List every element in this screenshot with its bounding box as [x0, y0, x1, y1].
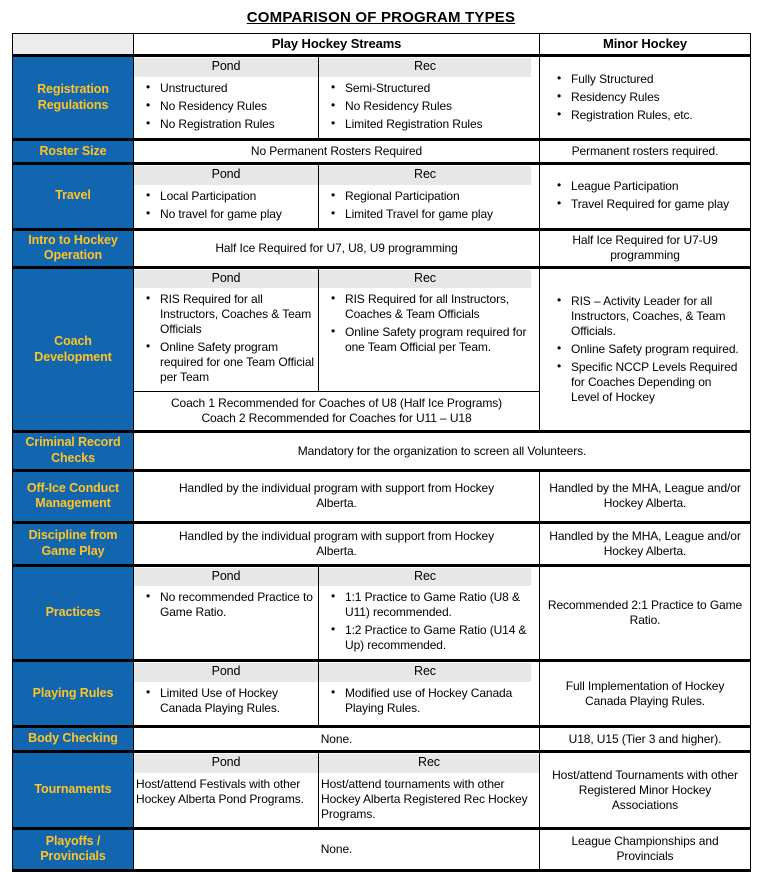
cell-registration-minor	[540, 56, 751, 140]
subheader-pond: Pond	[134, 663, 318, 682]
bullet-item: • 1:1 Practice to Game Ratio (U8 & U11) recommended.	[326, 590, 536, 620]
cell-playoffs-minor: League Championships and Provincials	[540, 828, 751, 870]
bullet-item: • Residency Rules	[552, 90, 742, 105]
column-header-play-hockey-streams: Play Hockey Streams	[134, 34, 540, 56]
page-title-text: COMPARISON OF PROGRAM TYPES	[246, 9, 516, 26]
bullet-item: • League Participation	[552, 179, 742, 194]
row-label-travel: Travel	[13, 163, 134, 229]
bullet-item: • Online Safety program required.	[552, 342, 742, 357]
cell-roster-minor: Permanent rosters required.	[540, 139, 751, 163]
cell-playing-minor: Full Implementation of Hockey Canada Playing Rules.	[540, 661, 751, 727]
bullet-item: • Local Participation	[141, 189, 315, 204]
bullet-item: • RIS – Activity Leader for all Instructors, Coaches, & Team Officials.	[552, 294, 742, 339]
row-label-criminal-record-checks: Criminal Record Checks	[13, 432, 134, 470]
cell-tournaments-minor: Host/attend Tournaments with other Registered Minor Hockey Associations	[540, 752, 751, 829]
subheader-rec: Rec	[319, 663, 531, 682]
row-label-playing-rules: Playing Rules	[13, 661, 134, 727]
bullet-list	[134, 189, 318, 222]
bullet-item: • Specific NCCP Levels Required for Coaches Depending on Level of Hockey	[552, 360, 742, 405]
row-coach-development	[13, 267, 751, 392]
row-intro-to-hockey-operation	[13, 229, 751, 267]
bullet-item: • Online Safety program required for one Team Official per Team	[141, 340, 315, 385]
row-label-coach-development: Coach Development	[13, 267, 134, 432]
cell-coach-pond	[134, 267, 319, 392]
subheader-pond: Pond	[134, 568, 318, 587]
bullet-item: • Regional Participation	[326, 189, 536, 204]
subheader-pond: Pond	[134, 166, 318, 185]
cell-intro-minor: Half Ice Required for U7-U9 programming	[540, 229, 751, 267]
row-practices	[13, 565, 751, 661]
bullet-item: • Fully Structured	[552, 72, 742, 87]
row-playing-rules	[13, 661, 751, 727]
bullet-list	[545, 294, 745, 405]
row-label-discipline-from-game-play: Discipline from Game Play	[13, 522, 134, 565]
row-travel	[13, 163, 751, 229]
subheader-rec: Rec	[319, 166, 531, 185]
row-label-intro-to-hockey-operation: Intro to Hockey Operation	[13, 229, 134, 267]
row-label-roster-size: Roster Size	[13, 139, 134, 163]
subheader-pond: Pond	[134, 58, 318, 77]
row-roster-size	[13, 139, 751, 163]
bullet-item: • Limited Travel for game play	[326, 207, 536, 222]
cell-playing-pond	[134, 661, 319, 727]
bullet-list	[319, 292, 539, 355]
column-header-minor-hockey: Minor Hockey	[540, 34, 751, 56]
cell-tournaments-pond	[134, 752, 319, 829]
cell-coach-note	[134, 392, 540, 432]
bullet-item: • No recommended Practice to Game Ratio.	[141, 590, 315, 620]
cell-discipline-streams: Handled by the individual program with support from Hockey Alberta.	[134, 522, 540, 565]
bullet-item: • RIS Required for all Instructors, Coaches & Team Officials	[141, 292, 315, 337]
bullet-item: • Limited Registration Rules	[326, 117, 536, 132]
subheader-rec: Rec	[319, 568, 531, 587]
tournaments-pond-text: Host/attend Festivals with other Hockey Alberta Pond Programs.	[136, 776, 304, 806]
bullet-item: • RIS Required for all Instructors, Coaches & Team Officials	[326, 292, 536, 322]
bullet-item: • Travel Required for game play	[552, 197, 742, 212]
cell-registration-rec	[319, 56, 540, 140]
row-label-practices: Practices	[13, 565, 134, 661]
bullet-list	[134, 590, 318, 620]
bullet-list	[319, 686, 539, 716]
bullet-item: • Semi-Structured	[326, 81, 536, 96]
row-label-body-checking: Body Checking	[13, 727, 134, 752]
cell-coach-minor	[540, 267, 751, 432]
cell-intro-streams: Half Ice Required for U7, U8, U9 programming	[134, 229, 540, 267]
bullet-item: • No Residency Rules	[326, 99, 536, 114]
row-playoffs-provincials	[13, 828, 751, 870]
bullet-item: • No Residency Rules	[141, 99, 315, 114]
bullet-item: • Limited Use of Hockey Canada Playing Rules.	[141, 686, 315, 716]
cell-coach-rec	[319, 267, 540, 392]
bullet-item: • Registration Rules, etc.	[552, 108, 742, 123]
bullet-list	[134, 292, 318, 385]
row-label-playoffs-provincials: Playoffs / Provincials	[13, 828, 134, 870]
page-title	[0, 9, 762, 26]
cell-travel-rec	[319, 163, 540, 229]
corner-cell	[13, 34, 134, 56]
row-label-registration-regulations: Registration Regulations	[13, 56, 134, 140]
subheader-rec: Rec	[319, 754, 539, 773]
row-off-ice-conduct-management	[13, 470, 751, 522]
row-body-checking	[13, 727, 751, 752]
row-discipline-from-game-play	[13, 522, 751, 565]
bullet-item: • 1:2 Practice to Game Ratio (U14 & Up) recommended.	[326, 623, 536, 653]
cell-off-ice-streams: Handled by the individual program with support from Hockey Alberta.	[134, 470, 540, 522]
bullet-list	[545, 72, 745, 123]
bullet-item: • Modified use of Hockey Canada Playing Rules.	[326, 686, 536, 716]
subheader-rec: Rec	[319, 58, 531, 77]
cell-tournaments-rec	[319, 752, 540, 829]
bullet-item: • No Registration Rules	[141, 117, 315, 132]
bullet-item: • No travel for game play	[141, 207, 315, 222]
subheader-pond: Pond	[134, 270, 318, 289]
bullet-list	[134, 686, 318, 716]
cell-travel-pond	[134, 163, 319, 229]
cell-off-ice-minor: Handled by the MHA, League and/or Hockey Alberta.	[540, 470, 751, 522]
row-criminal-record-checks	[13, 432, 751, 470]
cell-discipline-minor: Handled by the MHA, League and/or Hockey Alberta.	[540, 522, 751, 565]
cell-registration-pond	[134, 56, 319, 140]
row-label-off-ice-conduct-management: Off-Ice Conduct Management	[13, 470, 134, 522]
header-row	[13, 34, 751, 56]
bullet-item: • Unstructured	[141, 81, 315, 96]
row-label-tournaments: Tournaments	[13, 752, 134, 829]
cell-practices-rec	[319, 565, 540, 661]
bullet-list	[319, 189, 539, 222]
bullet-list	[319, 81, 539, 132]
row-tournaments	[13, 752, 751, 829]
cell-travel-minor	[540, 163, 751, 229]
bullet-item: • Online Safety program required for one Team Official per Team.	[326, 325, 536, 355]
cell-playing-rec	[319, 661, 540, 727]
cell-practices-pond	[134, 565, 319, 661]
coach-note-line-2: Coach 2 Recommended for Coaches for U11 – U18	[201, 411, 472, 426]
row-registration-regulations	[13, 56, 751, 140]
subheader-rec: Rec	[319, 270, 531, 289]
bullet-list	[319, 590, 539, 653]
cell-body-checking-streams: None.	[134, 727, 540, 752]
bullet-list	[545, 179, 745, 212]
cell-practices-minor: Recommended 2:1 Practice to Game Ratio.	[540, 565, 751, 661]
cell-body-checking-minor: U18, U15 (Tier 3 and higher).	[540, 727, 751, 752]
subheader-pond: Pond	[134, 754, 318, 773]
tournaments-rec-text: Host/attend tournaments with other Hockey Alberta Registered Rec Hockey Programs.	[321, 776, 528, 821]
coach-note-line-1: Coach 1 Recommended for Coaches of U8 (Half Ice Programs)	[170, 396, 503, 411]
cell-roster-streams: No Permanent Rosters Required	[134, 139, 540, 163]
cell-criminal-all: Mandatory for the organization to screen all Volunteers.	[134, 432, 751, 470]
cell-playoffs-streams: None.	[134, 828, 540, 870]
bullet-list	[134, 81, 318, 132]
comparison-table	[12, 33, 751, 872]
